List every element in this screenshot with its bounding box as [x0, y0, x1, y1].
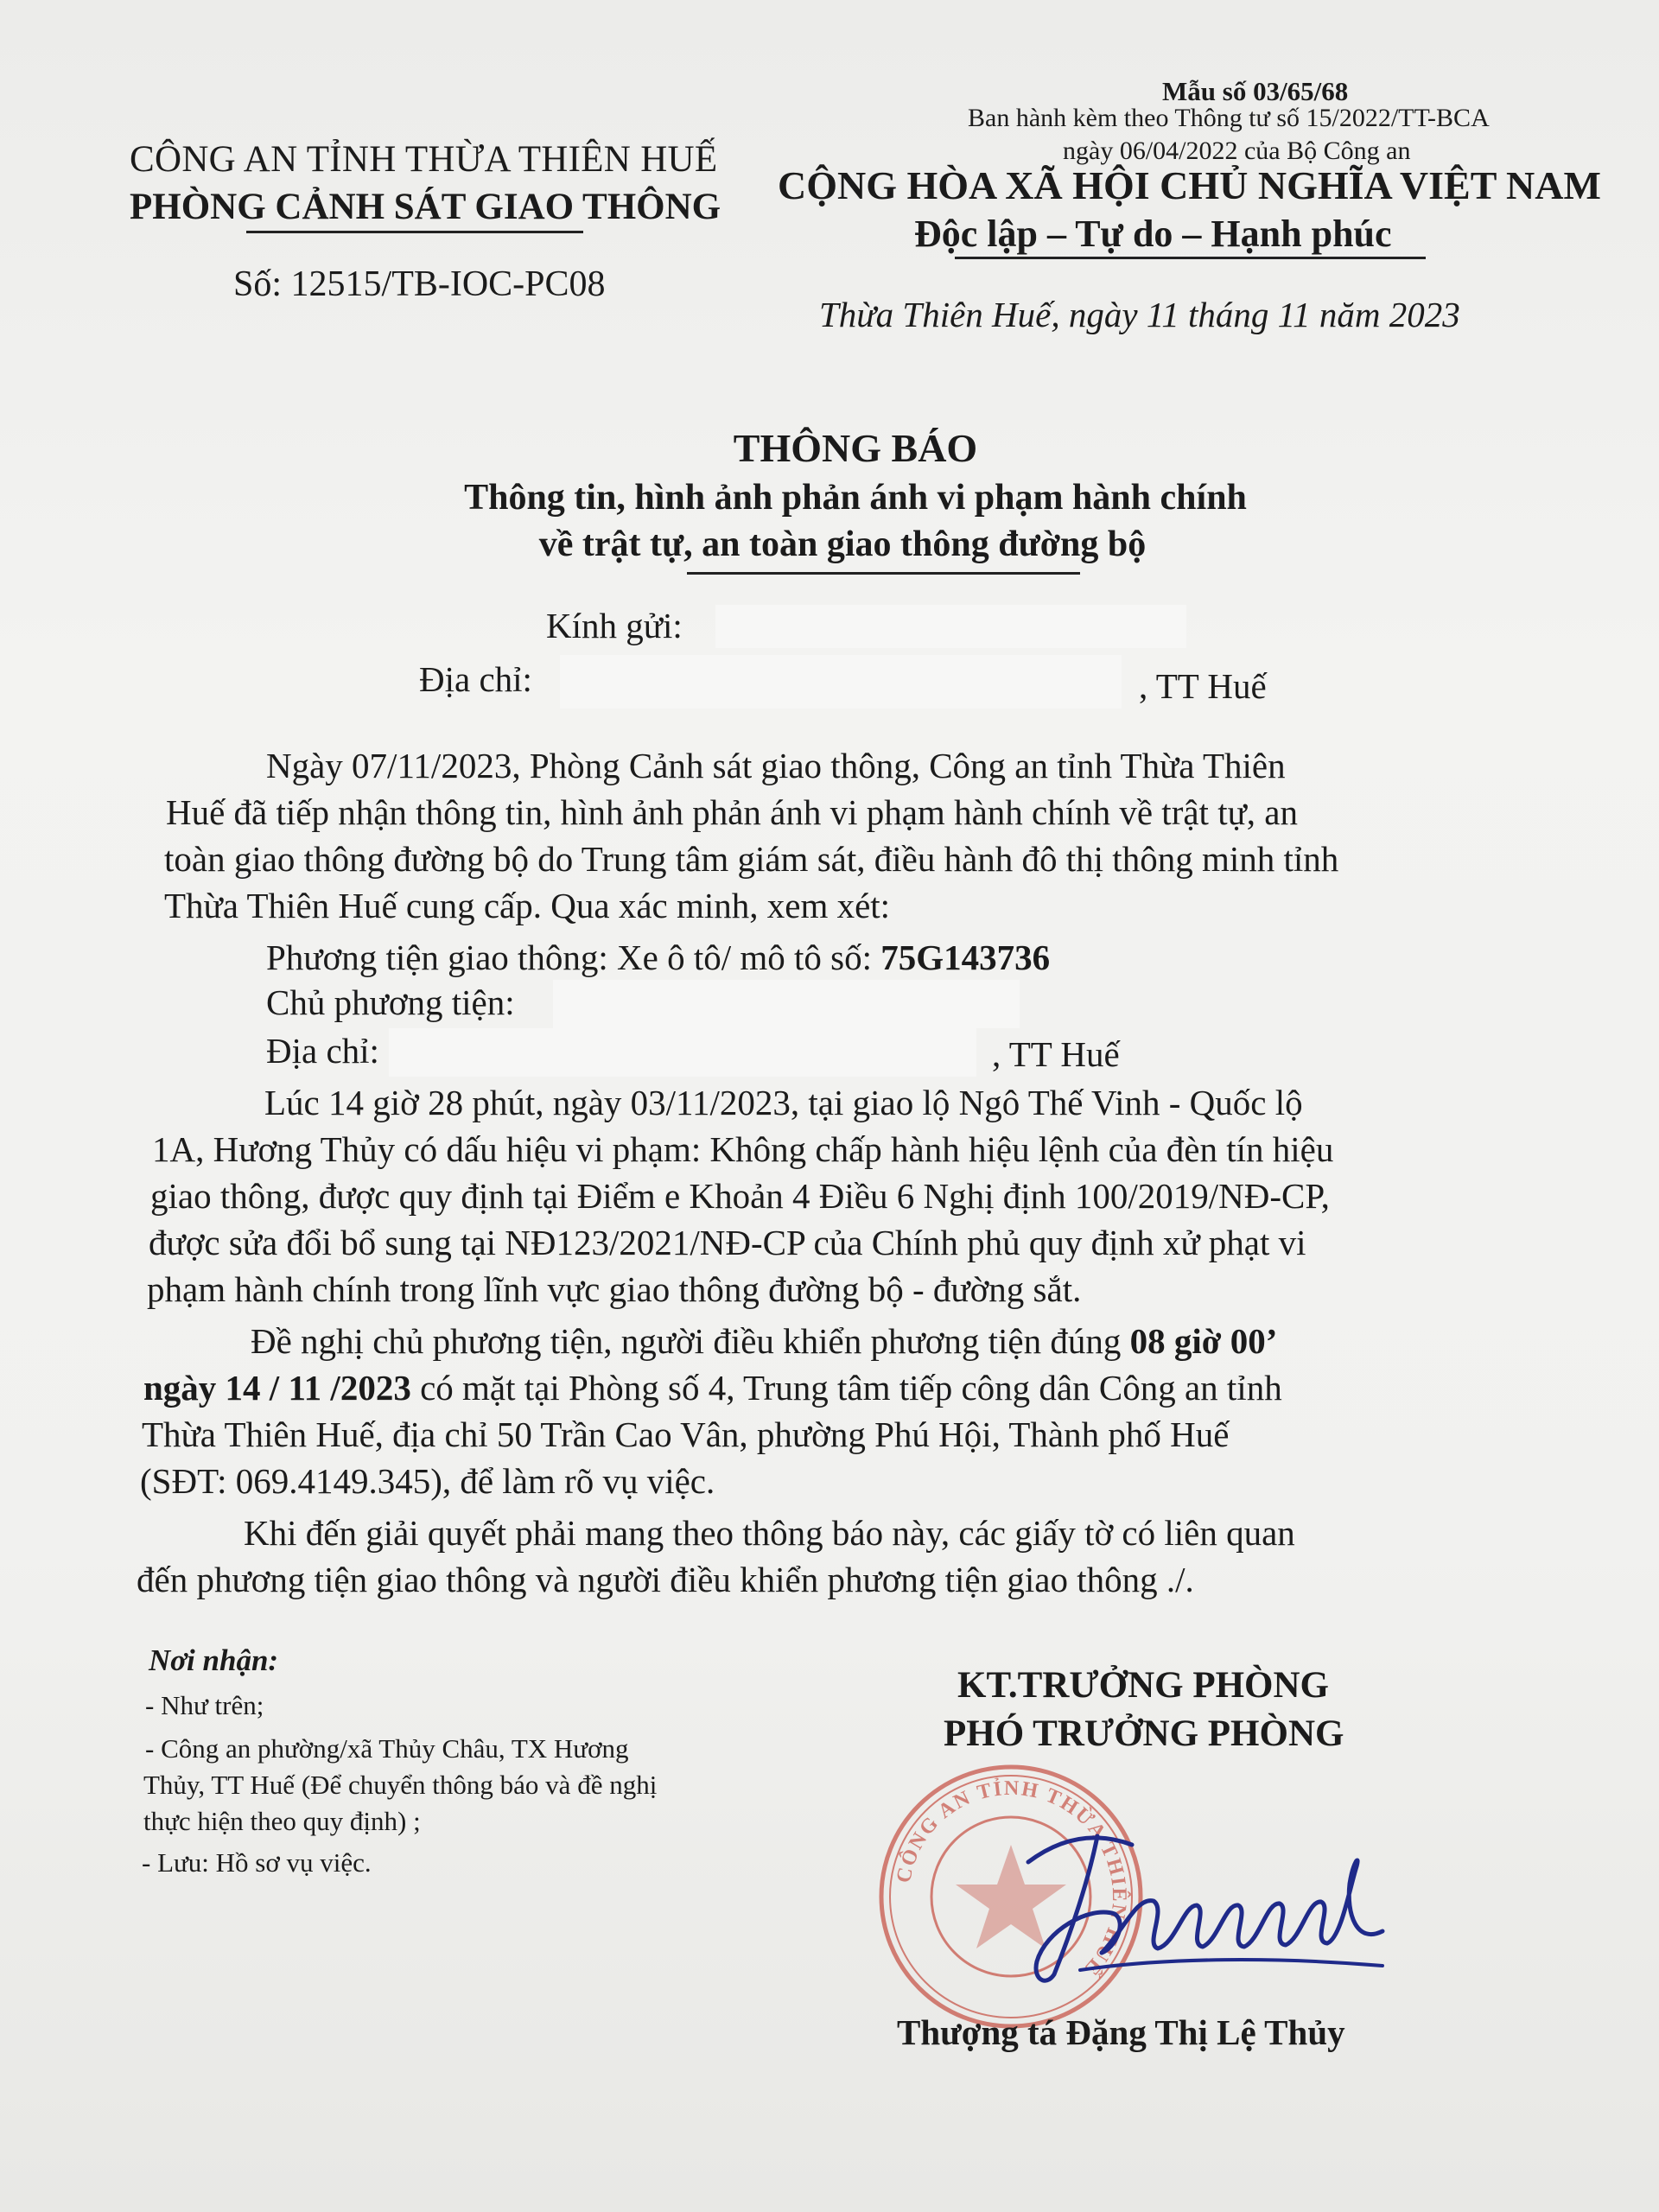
place-date: Thừa Thiên Huế, ngày 11 tháng 11 năm 2023 — [819, 295, 1460, 334]
form-issued-line1: Ban hành kèm theo Thông tư số 15/2022/TT-BCA — [968, 104, 1490, 132]
form-issued-line2: ngày 06/04/2022 của Bộ Công an — [1063, 137, 1411, 165]
paragraph-2-line-5: phạm hành chính trong lĩnh vực giao thông đường bộ - đường sắt. — [147, 1269, 1082, 1309]
motto-underline — [955, 257, 1426, 259]
national-title: CỘNG HÒA XÃ HỘI CHỦ NGHĨA VIỆT NAM — [778, 163, 1601, 207]
title-underline — [687, 572, 1080, 575]
paragraph-3-line-4: (SĐT: 069.4149.345), để làm rõ vụ việc. — [140, 1461, 715, 1501]
document-subtitle-2: về trật tự, an toàn giao thông đường bộ — [538, 524, 1147, 564]
form-code: Mẫu số 03/65/68 — [1162, 76, 1349, 106]
appointment-date: ngày 14 / 11 /2023 — [143, 1368, 411, 1408]
vehicle-line — [266, 937, 1050, 978]
redacted-owner-address — [389, 1028, 976, 1077]
department-underline — [246, 231, 583, 233]
paragraph-2-line-3: giao thông, được quy định tại Điểm e Khoản 4 Điều 6 Nghị định 100/2019/NĐ-CP, — [150, 1176, 1330, 1216]
department-name: PHÒNG CẢNH SÁT GIAO THÔNG — [130, 187, 721, 227]
paragraph-1-line-1: Ngày 07/11/2023, Phòng Cảnh sát giao thông, Công an tỉnh Thừa Thiên — [266, 746, 1286, 785]
paragraph-1-line-3: toàn giao thông đường bộ do Trung tâm giám sát, điều hành đô thị thông minh tỉnh — [164, 839, 1339, 879]
owner-address-suffix: , TT Huế — [992, 1034, 1120, 1074]
redacted-recipient-address — [560, 655, 1122, 709]
paragraph-3-text: Đề nghị chủ phương tiện, người điều khiển phương tiện đúng — [251, 1321, 1130, 1361]
recipient-address-label: Địa chỉ: — [419, 659, 532, 699]
paragraph-4-line-1: Khi đến giải quyết phải mang theo thông báo này, các giấy tờ có liên quan — [244, 1513, 1295, 1553]
owner-label: Chủ phương tiện: — [266, 982, 515, 1022]
appointment-time: 08 giờ 00’ — [1129, 1321, 1278, 1361]
recipient-label: Kính gửi: — [546, 606, 683, 645]
signature-title-1: KT.TRƯỞNG PHÒNG — [957, 1665, 1329, 1706]
document-title: THÔNG BÁO — [733, 426, 978, 470]
paragraph-1-line-2: Huế đã tiếp nhận thông tin, hình ảnh phản ánh vi phạm hành chính về trật tự, an — [166, 792, 1298, 832]
recipient-item-2-line-2: Thủy, TT Huế (Để chuyển thông báo và đề nghị — [143, 1770, 658, 1800]
paragraph-2-line-1: Lúc 14 giờ 28 phút, ngày 03/11/2023, tại giao lộ Ngô Thế Vinh - Quốc lộ — [264, 1083, 1303, 1122]
owner-address-label: Địa chỉ: — [266, 1031, 379, 1071]
document-number: Số: 12515/TB-IOC-PC08 — [233, 264, 606, 304]
recipient-item-2-line-3: thực hiện theo quy định) ; — [143, 1806, 421, 1836]
paragraph-3-line-1 — [251, 1320, 1277, 1362]
redacted-recipient — [715, 605, 1186, 648]
svg-text:CÔNG AN TỈNH THỪA THIÊN HUẾ: CÔNG AN TỈNH THỪA THIÊN HUẾ — [892, 1777, 1131, 1980]
document-subtitle-1: Thông tin, hình ảnh phản ánh vi phạm hành chính — [464, 478, 1247, 518]
paragraph-4-line-2: đến phương tiện giao thông và người điều khiển phương tiện giao thông ./. — [137, 1560, 1194, 1599]
recipient-item-2-line-1: - Công an phường/xã Thủy Châu, TX Hương — [145, 1733, 629, 1764]
handwritten-signature — [950, 1802, 1400, 2000]
paragraph-1-line-4: Thừa Thiên Huế cung cấp. Qua xác minh, xem xét: — [164, 886, 891, 925]
vehicle-plate: 75G143736 — [880, 938, 1051, 977]
vehicle-label: Phương tiện giao thông: Xe ô tô/ mô tô số: — [266, 938, 873, 977]
signer-name: Thượng tá Đặng Thị Lệ Thủy — [897, 2012, 1345, 2052]
appointment-place: có mặt tại Phòng số 4, Trung tâm tiếp công dân Công an tỉnh — [410, 1368, 1282, 1408]
paragraph-2-line-4: được sửa đổi bổ sung tại NĐ123/2021/NĐ-CP của Chính phủ quy định xử phạt vi — [149, 1223, 1306, 1262]
paragraph-3-line-3: Thừa Thiên Huế, địa chỉ 50 Trần Cao Vân, phường Phú Hội, Thành phố Huế — [142, 1414, 1230, 1454]
national-motto: Độc lập – Tự do – Hạnh phúc — [914, 213, 1392, 255]
recipient-item-3: - Lưu: Hồ sơ vụ việc. — [142, 1847, 372, 1878]
paragraph-3-line-2 — [143, 1367, 1282, 1408]
recipient-address-suffix: , TT Huế — [1139, 666, 1267, 706]
redacted-owner — [553, 980, 1020, 1028]
paragraph-2-line-2: 1A, Hương Thủy có dấu hiệu vi phạm: Không chấp hành hiệu lệnh của đèn tín hiệu — [152, 1129, 1334, 1169]
signature-title-2: PHÓ TRƯỞNG PHÒNG — [944, 1713, 1344, 1754]
recipients-heading: Nơi nhận: — [149, 1643, 279, 1677]
agency-name: CÔNG AN TỈNH THỪA THIÊN HUẾ — [130, 139, 718, 180]
recipient-item-1: - Như trên; — [145, 1690, 264, 1720]
